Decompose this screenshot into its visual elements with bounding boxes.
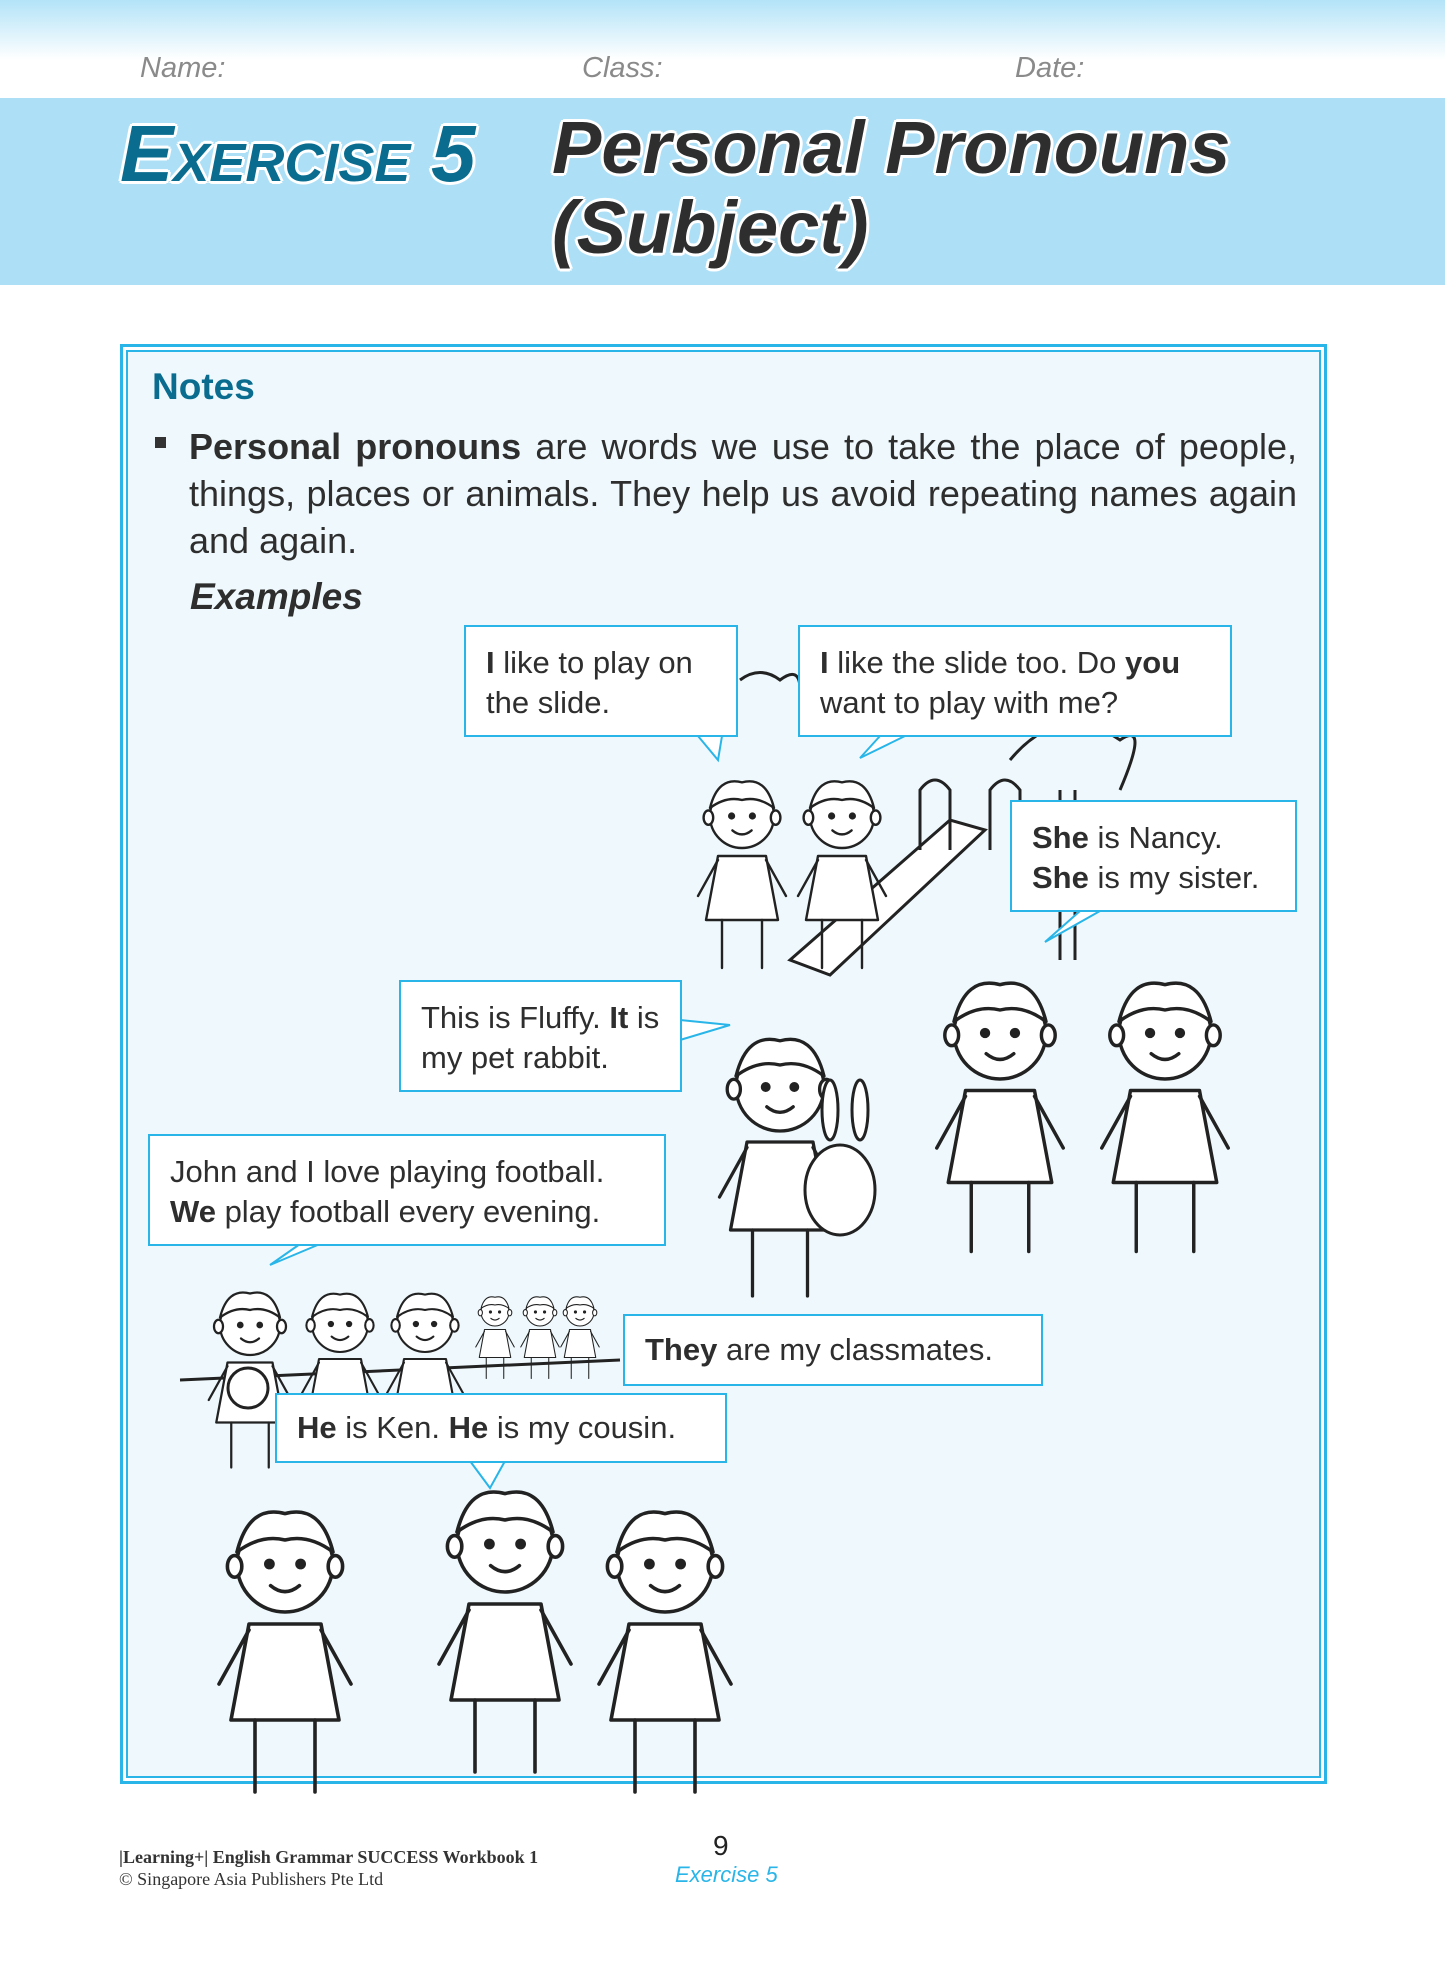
pronoun-highlight: you [1125, 645, 1181, 680]
bubble-text: play football every evening. [215, 1194, 601, 1229]
speech-bubble-football [148, 1134, 666, 1246]
bubble-text: like the slide too. Do [828, 645, 1126, 680]
bubble-text: is my pet rabbit. [421, 1000, 660, 1075]
bubble-text: want to play with me? [820, 685, 1119, 720]
sister-figure [1102, 983, 1229, 1251]
date-label: Date: [1015, 52, 1085, 84]
bullet-term: Personal pronouns [189, 426, 522, 467]
book-title: |Learning+| English Grammar SUCCESS Workbook 1 [119, 1847, 539, 1867]
bubble-text: John and I love playing football. [170, 1154, 605, 1189]
pronoun-highlight: I [820, 645, 829, 680]
bubble-text: is Nancy. [1088, 820, 1223, 855]
footer-credits [119, 1846, 538, 1890]
footer-section: Exercise 5 [675, 1862, 778, 1887]
speech-bubble-nancy [1010, 800, 1297, 912]
girl-cousin-figure [599, 1512, 731, 1792]
speech-bubble-slide [464, 625, 738, 737]
bubble-text: are my classmates. [717, 1332, 993, 1367]
title-line-2: (Subject) [552, 186, 869, 269]
bullet-text: are words we use to take the place of people, things, places or animals. They help us avoid repeating names again and again. [189, 426, 1298, 561]
bubble-text: This is Fluffy. [421, 1000, 610, 1035]
copyright: © Singapore Asia Publishers Pte Ltd [119, 1869, 384, 1889]
pronoun-highlight: She [1032, 860, 1089, 895]
nancy-figure [937, 983, 1064, 1251]
page-number: 9 [713, 1830, 729, 1861]
friend-figure [219, 1512, 351, 1792]
classmate-figure [521, 1297, 560, 1379]
bubble-text: is my sister. [1088, 860, 1260, 895]
speech-bubble-slide-too [798, 625, 1232, 737]
bubble-text: like to play on the slide. [486, 645, 693, 720]
speech-bubble-ken [275, 1393, 727, 1463]
pronoun-highlight: I [486, 645, 495, 680]
examples-heading: Examples [190, 576, 363, 617]
ken-figure [439, 1492, 571, 1772]
pronoun-highlight: It [609, 1000, 629, 1035]
boy-figure [698, 781, 786, 968]
bubble-text: is Ken. [336, 1410, 449, 1445]
notes-heading: Notes [152, 366, 255, 407]
title-line-1: Personal Pronouns [552, 106, 1231, 189]
speech-bubble-classmates [623, 1314, 1043, 1386]
cloud-drawing [740, 673, 800, 691]
pronoun-highlight: He [297, 1410, 337, 1445]
class-label: Class: [582, 52, 663, 84]
pronoun-highlight: He [448, 1410, 489, 1445]
exercise-initial: E [120, 109, 174, 198]
speech-bubble-fluffy [399, 980, 682, 1092]
name-label: Name: [140, 52, 226, 84]
football-icon [228, 1368, 268, 1408]
exercise-rest: XERCISE [173, 133, 411, 193]
pronoun-highlight: They [645, 1332, 718, 1367]
pronoun-highlight: She [1032, 820, 1089, 855]
bubble-text: is my cousin. [488, 1410, 677, 1445]
classmate-figure [561, 1297, 600, 1379]
exercise-number: 5 [431, 109, 476, 198]
pronoun-highlight: We [170, 1194, 216, 1229]
